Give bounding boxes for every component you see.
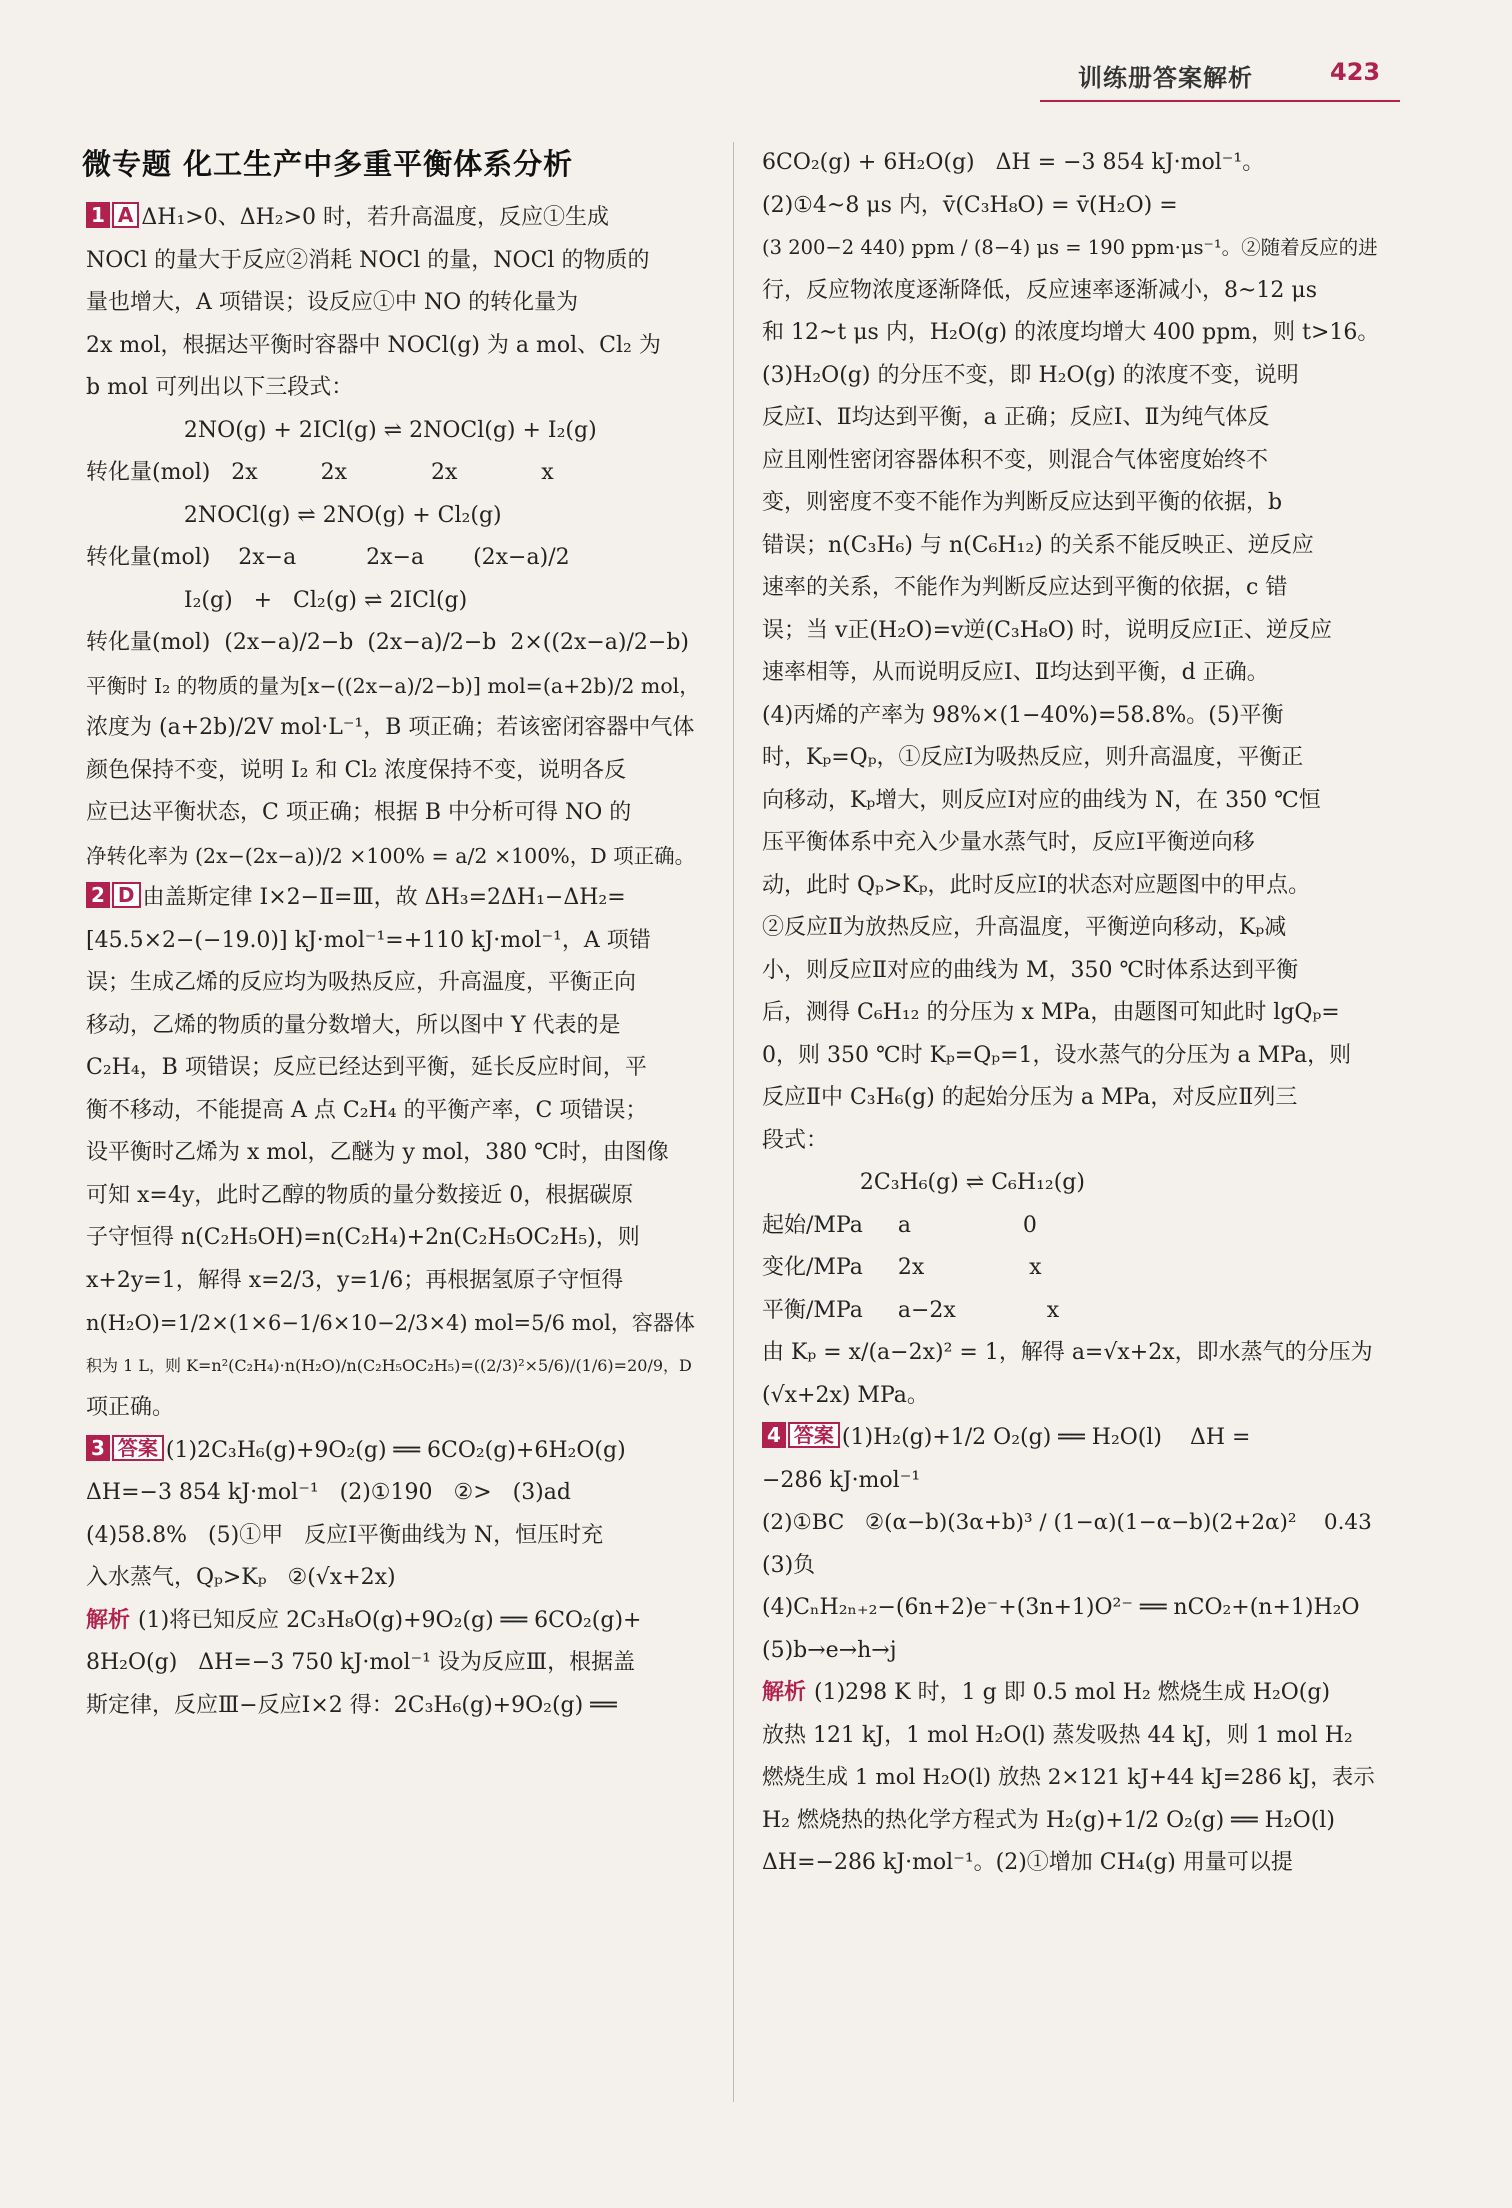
line-text: 衡不移动，不能提高 A 点 C₂H₄ 的平衡产率，C 项错误； <box>86 1097 648 1123</box>
line-text: 子守恒得 n(C₂H₅OH)=n(C₂H₄)+2n(C₂H₅OC₂H₅)，则 <box>86 1225 640 1250</box>
line-text: 燃烧生成 1 mol H₂O(l) 放热 2×121 kJ+44 kJ=286 kJ，表示 <box>762 1765 1375 1790</box>
text-line <box>762 355 1382 398</box>
line-text: 变，则密度不变不能作为判断反应达到平衡的依据，b <box>762 490 1283 515</box>
text-line <box>86 1132 706 1175</box>
text-line <box>86 1005 706 1048</box>
text-line <box>762 737 1382 780</box>
text-line <box>762 142 1382 185</box>
text-line <box>762 1162 1382 1205</box>
text-line <box>762 440 1382 483</box>
analysis-label: 解析 <box>762 1680 807 1705</box>
line-text: 反应Ⅱ中 C₃H₆(g) 的起始分压为 a MPa，对反应Ⅱ列三 <box>762 1085 1298 1110</box>
line-text: 速率相等，从而说明反应Ⅰ、Ⅱ均达到平衡，d 正确。 <box>762 660 1269 685</box>
text-line <box>762 1375 1382 1418</box>
line-text: (1)298 K 时，1 g 即 0.5 mol H₂ 燃烧生成 H₂O(g) <box>814 1680 1331 1705</box>
line-text: (√x+2x) MPa。 <box>762 1382 929 1408</box>
line-text: 向移动，Kₚ增大，则反应Ⅰ对应的曲线为 N，在 350 ℃恒 <box>762 787 1321 813</box>
page-number: 423 <box>1330 58 1381 86</box>
text-line <box>86 325 706 368</box>
line-text: 可知 x=4y，此时乙醇的物质的量分数接近 0，根据碳原 <box>86 1182 634 1208</box>
line-text: 应已达平衡状态，C 项正确；根据 B 中分析可得 NO 的 <box>86 800 632 825</box>
line-text: (4)58.8% (5)①甲 反应Ⅰ平衡曲线为 N，恒压时充 <box>86 1522 604 1548</box>
text-line <box>762 1800 1382 1843</box>
line-text: ΔH₁>0、ΔH₂>0 时，若升高温度，反应①生成 <box>141 205 610 230</box>
line-text: 6CO₂(g) + 6H₂O(g) ΔH = −3 854 kJ·mol⁻¹。 <box>762 150 1265 175</box>
text-line <box>762 1332 1382 1375</box>
text-line <box>86 1260 706 1303</box>
line-text: 2x mol，根据达平衡时容器中 NOCl(g) 为 a mol、Cl₂ 为 <box>86 332 661 358</box>
text-line <box>86 1175 706 1218</box>
text-line <box>86 1685 706 1728</box>
text-line <box>86 1090 706 1133</box>
text-line <box>86 282 706 325</box>
text-line <box>86 367 706 410</box>
line-text: 设平衡时乙烯为 x mol，乙醚为 y mol，380 ℃时，由图像 <box>86 1140 669 1165</box>
line-text: 误；当 v正(H₂O)=v逆(C₃H₈O) 时，说明反应Ⅰ正、逆反应 <box>762 617 1333 643</box>
line-text: 2NOCl(g) ⇌ 2NO(g) + Cl₂(g) <box>86 502 502 528</box>
text-line <box>86 750 706 793</box>
text-line <box>762 1205 1382 1248</box>
line-text: n(H₂O)=1/2×(1×6−1/6×10−2/3×4) mol=5/6 mol，容器体 <box>86 1311 695 1335</box>
text-line <box>86 622 706 665</box>
text-line <box>762 992 1382 1035</box>
text-line <box>762 822 1382 865</box>
line-text: 项正确。 <box>86 1395 175 1420</box>
text-line <box>762 610 1382 653</box>
line-text: (4)丙烯的产率为 98%×(1−40%)=58.8%。(5)平衡 <box>762 702 1284 728</box>
text-line <box>762 1120 1382 1163</box>
line-text: 8H₂O(g) ΔH=−3 750 kJ·mol⁻¹ 设为反应Ⅲ，根据盖 <box>86 1650 636 1675</box>
text-line <box>762 1417 1382 1460</box>
line-text: 入水蒸气，Qₚ>Kₚ ②(√x+2x) <box>86 1565 396 1590</box>
line-text: (2)①BC ②(α−b)(3α+b)³ / (1−α)(1−α−b)(2+2α)² 0.43 <box>762 1510 1372 1535</box>
question-number-badge: 3 <box>86 1435 110 1461</box>
text-line <box>86 1047 706 1090</box>
line-text: 动，此时 Qₚ>Kₚ，此时反应Ⅰ的状态对应题图中的甲点。 <box>762 872 1311 898</box>
line-text: 放热 121 kJ，1 mol H₂O(l) 蒸发吸热 44 kJ，则 1 mol H₂ <box>762 1722 1353 1748</box>
line-text: 由盖斯定律 Ⅰ×2−Ⅱ=Ⅲ，故 ΔH₃=2ΔH₁−ΔH₂= <box>142 885 626 910</box>
header-title: 训练册答案解析 <box>1078 64 1253 92</box>
line-text: 2NO(g) + 2ICl(g) ⇌ 2NOCl(g) + I₂(g) <box>86 417 597 443</box>
line-text: 应且刚性密闭容器体积不变，则混合气体密度始终不 <box>762 447 1269 473</box>
text-line <box>86 665 706 708</box>
line-text: 起始/MPa a 0 <box>762 1212 1037 1238</box>
text-line <box>762 1077 1382 1120</box>
section-title: 微专题 化工生产中多重平衡体系分析 <box>82 147 574 181</box>
line-text: 速率的关系，不能作为判断反应达到平衡的依据，c 错 <box>762 575 1288 600</box>
text-line <box>86 1387 706 1430</box>
line-text: 由 Kₚ = x/(a−2x)² = 1，解得 a=√x+2x，即水蒸气的分压为 <box>762 1340 1373 1365</box>
text-line <box>86 920 706 963</box>
line-text: (3 200−2 440) ppm / (8−4) μs = 190 ppm·μs⁻¹。②随着反应的进 <box>762 236 1378 259</box>
text-line <box>762 1587 1382 1630</box>
line-text: 颜色保持不变，说明 I₂ 和 Cl₂ 浓度保持不变，说明各反 <box>86 757 627 783</box>
line-text: (1)H₂(g)+1/2 O₂(g) ══ H₂O(l) ΔH = <box>841 1425 1251 1450</box>
text-line <box>86 792 706 835</box>
text-line <box>86 1472 706 1515</box>
column-divider <box>733 142 734 2102</box>
right-column <box>762 142 1382 1885</box>
text-line <box>762 1545 1382 1588</box>
text-line <box>86 1345 706 1388</box>
line-text: NOCl 的量大于反应②消耗 NOCl 的量，NOCl 的物质的 <box>86 247 650 273</box>
line-text: −286 kJ·mol⁻¹ <box>762 1467 921 1493</box>
line-text: 小，则反应Ⅱ对应的曲线为 M，350 ℃时体系达到平衡 <box>762 957 1299 983</box>
text-line <box>762 1460 1382 1503</box>
line-text: 转化量(mol) 2x−a 2x−a (2x−a)/2 <box>86 545 570 570</box>
text-line <box>762 1715 1382 1758</box>
line-text: ②反应Ⅱ为放热反应，升高温度，平衡逆向移动，Kₚ减 <box>762 915 1287 940</box>
text-line <box>86 1302 706 1345</box>
line-text: b mol 可列出以下三段式： <box>86 375 354 400</box>
text-line <box>86 1600 706 1643</box>
text-line <box>762 1035 1382 1078</box>
text-line <box>762 270 1382 313</box>
answer-badge: D <box>112 882 141 908</box>
line-text: (1)将已知反应 2C₃H₈O(g)+9O₂(g) ══ 6CO₂(g)+ <box>138 1607 642 1633</box>
left-column <box>82 142 706 1727</box>
line-text: 段式： <box>762 1127 829 1153</box>
text-line <box>762 1630 1382 1673</box>
line-text: 后，测得 C₆H₁₂ 的分压为 x MPa，由题图可知此时 lgQₚ= <box>762 1000 1340 1025</box>
text-line <box>86 580 706 623</box>
line-text: 浓度为 (a+2b)/2V mol·L⁻¹，B 项正确；若该密闭容器中气体 <box>86 715 695 740</box>
text-line <box>762 312 1382 355</box>
line-text: 时，Kₚ=Qₚ，①反应Ⅰ为吸热反应，则升高温度，平衡正 <box>762 745 1304 770</box>
line-text: C₂H₄，B 项错误；反应已经达到平衡，延长反应时间，平 <box>86 1055 647 1080</box>
text-line <box>86 1217 706 1260</box>
text-line <box>86 1430 706 1473</box>
text-line <box>762 525 1382 568</box>
text-line <box>86 1642 706 1685</box>
text-line <box>86 495 706 538</box>
line-text: 行，反应物浓度逐渐降低，反应速率逐渐减小，8~12 μs <box>762 277 1318 303</box>
line-text: 误；生成乙烯的反应均为吸热反应，升高温度，平衡正向 <box>86 970 637 995</box>
line-text: 量也增大，A 项错误；设反应①中 NO 的转化量为 <box>86 290 579 315</box>
line-text: (1)2C₃H₆(g)+9O₂(g) ══ 6CO₂(g)+6H₂O(g) <box>165 1437 626 1463</box>
page-header <box>1040 58 1440 96</box>
line-text: (3)负 <box>762 1552 816 1578</box>
right-lines <box>762 142 1382 1885</box>
question-number-badge: 1 <box>86 202 110 228</box>
answer-badge: A <box>112 202 139 228</box>
line-text: (4)CₙH₂ₙ₊₂−(6n+2)e⁻+(3n+1)O²⁻ ══ nCO₂+(n+1)H₂O <box>762 1595 1360 1620</box>
answer-badge: 答案 <box>112 1435 164 1461</box>
text-line <box>762 397 1382 440</box>
text-line <box>86 962 706 1005</box>
line-text: 转化量(mol) 2x 2x 2x x <box>86 460 554 485</box>
text-line <box>86 877 706 920</box>
line-text: ΔH=−286 kJ·mol⁻¹。(2)①增加 CH₄(g) 用量可以提 <box>762 1850 1293 1875</box>
text-line <box>86 410 706 453</box>
text-line <box>762 227 1382 270</box>
text-line <box>762 950 1382 993</box>
line-text: 2C₃H₆(g) ⇌ C₆H₁₂(g) <box>762 1170 1085 1195</box>
line-text: H₂ 燃烧热的热化学方程式为 H₂(g)+1/2 O₂(g) ══ H₂O(l) <box>762 1807 1335 1833</box>
line-text: 变化/MPa 2x x <box>762 1255 1042 1280</box>
line-text: (5)b→e→h→j <box>762 1637 897 1663</box>
line-text: 移动，乙烯的物质的量分数增大，所以图中 Y 代表的是 <box>86 1012 621 1038</box>
header-rule <box>1040 100 1400 102</box>
text-line <box>762 1842 1382 1885</box>
text-line <box>86 240 706 283</box>
analysis-label: 解析 <box>86 1607 131 1633</box>
line-text: 和 12~t μs 内，H₂O(g) 的浓度均增大 400 ppm，则 t>16。 <box>762 320 1380 345</box>
text-line <box>86 1515 706 1558</box>
text-line <box>762 482 1382 525</box>
question-number-badge: 2 <box>86 882 110 908</box>
line-text: I₂(g) + Cl₂(g) ⇌ 2ICl(g) <box>86 587 468 613</box>
line-text: 平衡时 I₂ 的物质的量为[x−((2x−a)/2−b)] mol=(a+2b)/2 mol， <box>86 673 700 698</box>
line-text: 积为 1 L，则 K=n²(C₂H₄)·n(H₂O)/n(C₂H₅OC₂H₅)=((2/3)²×5/6)/(1/6)=20/9，D <box>86 1355 692 1375</box>
line-text: (2)①4~8 μs 内，v̄(C₃H₈O) = v̄(H₂O) = <box>762 192 1178 218</box>
text-line <box>762 567 1382 610</box>
text-line <box>762 1672 1382 1715</box>
text-line <box>762 907 1382 950</box>
text-line <box>762 1502 1382 1545</box>
text-line <box>762 185 1382 228</box>
answer-badge: 答案 <box>788 1422 840 1448</box>
line-text: 反应Ⅰ、Ⅱ均达到平衡，a 正确；反应Ⅰ、Ⅱ为纯气体反 <box>762 405 1270 430</box>
text-line <box>762 652 1382 695</box>
text-line <box>762 1290 1382 1333</box>
text-line <box>86 835 706 878</box>
text-line <box>86 1557 706 1600</box>
text-line <box>86 452 706 495</box>
line-text: (3)H₂O(g) 的分压不变，即 H₂O(g) 的浓度不变，说明 <box>762 362 1299 388</box>
question-number-badge: 4 <box>762 1422 786 1448</box>
text-line <box>762 1757 1382 1800</box>
line-text: x+2y=1，解得 x=2/3，y=1/6；再根据氢原子守恒得 <box>86 1267 624 1293</box>
line-text: 斯定律，反应Ⅲ−反应Ⅰ×2 得：2C₃H₆(g)+9O₂(g) ══ <box>86 1692 617 1718</box>
text-line <box>762 780 1382 823</box>
line-text: ΔH=−3 854 kJ·mol⁻¹ (2)①190 ②> (3)ad <box>86 1480 571 1505</box>
line-text: 错误；n(C₃H₆) 与 n(C₆H₁₂) 的关系不能反映正、逆反应 <box>762 532 1314 558</box>
line-text: 净转化率为 (2x−(2x−a))/2 ×100% = a/2 ×100%，D 项正确。 <box>86 843 696 868</box>
line-text: [45.5×2−(−19.0)] kJ·mol⁻¹=+110 kJ·mol⁻¹，A 项错 <box>86 927 651 953</box>
text-line <box>762 695 1382 738</box>
text-line <box>86 197 706 240</box>
text-line <box>762 865 1382 908</box>
text-line <box>762 1247 1382 1290</box>
line-text: 平衡/MPa a−2x x <box>762 1297 1060 1323</box>
line-text: 压平衡体系中充入少量水蒸气时，反应Ⅰ平衡逆向移 <box>762 830 1255 855</box>
text-line <box>86 707 706 750</box>
line-text: 0，则 350 ℃时 Kₚ=Qₚ=1，设水蒸气的分压为 a MPa，则 <box>762 1042 1352 1068</box>
text-line <box>86 537 706 580</box>
line-text: 转化量(mol) (2x−a)/2−b (2x−a)/2−b 2×((2x−a)/2−b) <box>86 630 690 655</box>
left-lines <box>86 197 706 1727</box>
